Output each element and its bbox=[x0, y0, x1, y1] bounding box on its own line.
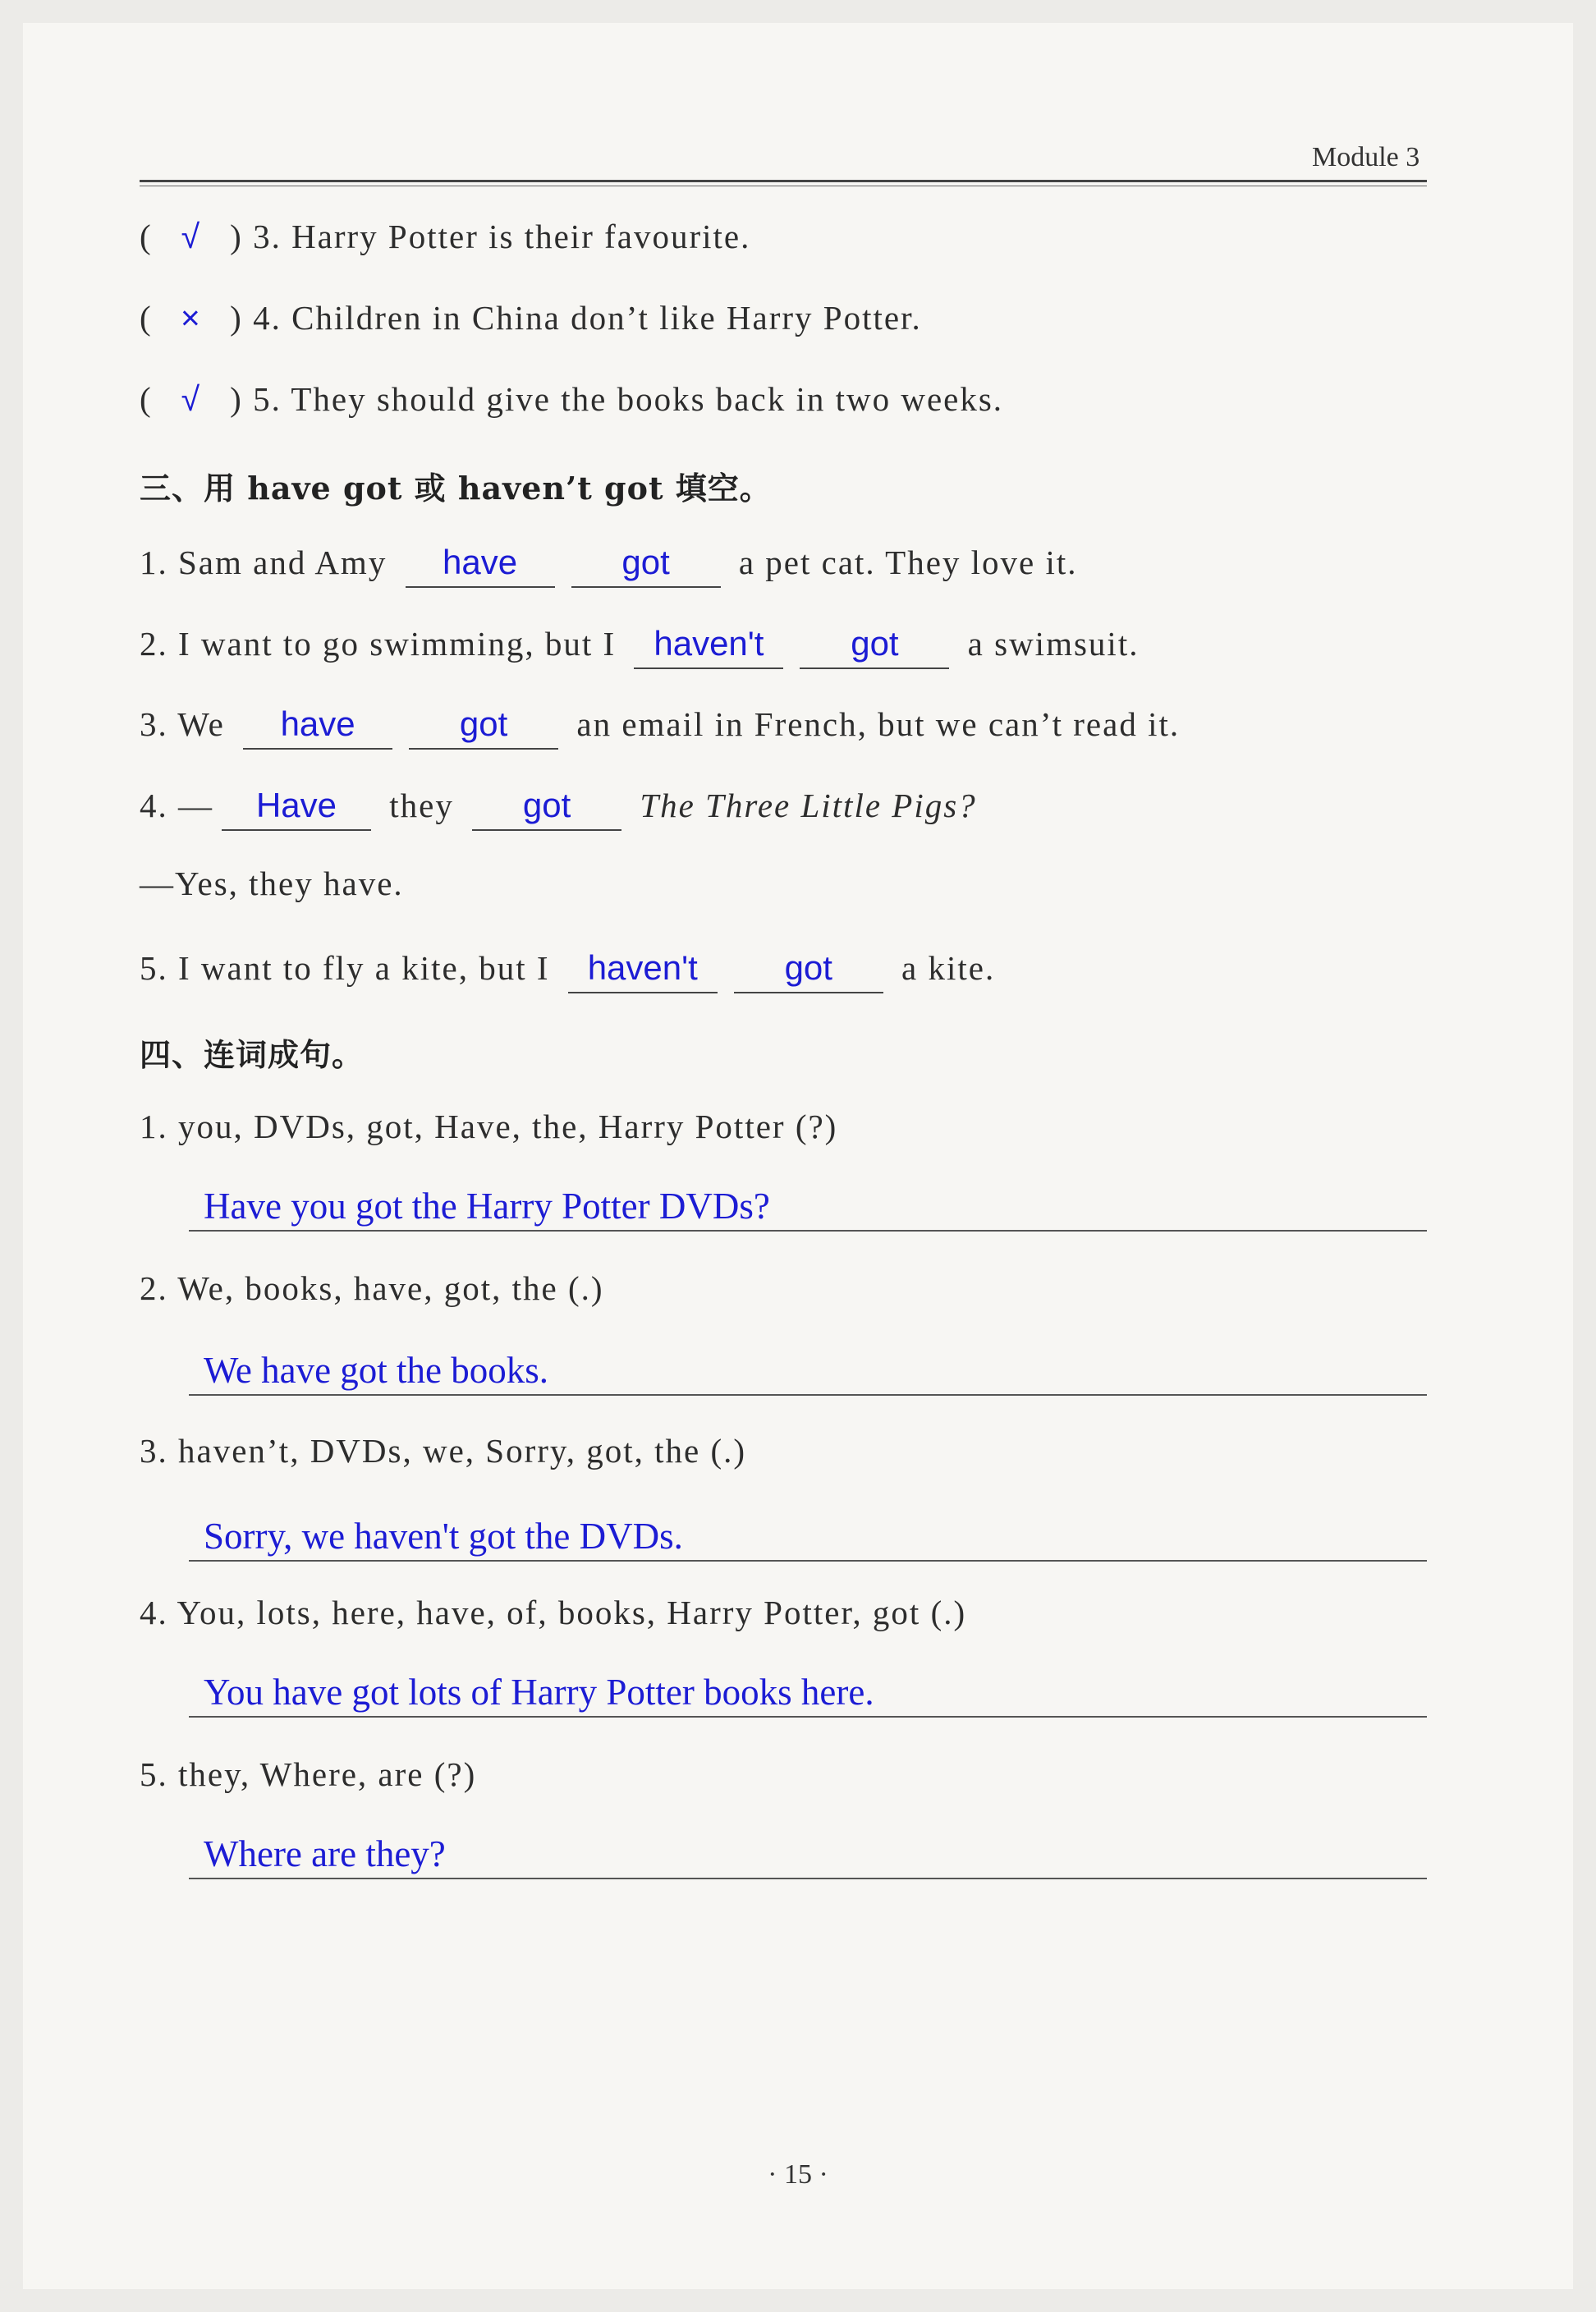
fill-item bbox=[140, 620, 1139, 669]
judgment-item: ( √ ) 5. They should give the books back in two weeks. bbox=[140, 380, 1004, 418]
fill-suffix: a pet cat. They love it. bbox=[738, 544, 1078, 581]
page-number: · 15 · bbox=[768, 2159, 828, 2190]
answer-blank: have bbox=[243, 700, 392, 750]
fill-item bbox=[140, 700, 1180, 750]
header-rule-thick bbox=[140, 180, 1427, 182]
judgment-text: 3. Harry Potter is their favourite. bbox=[253, 218, 751, 255]
fill-prefix: 5. I want to fly a kite, but I bbox=[140, 949, 550, 987]
reorder-prompt: 4. You, lots, here, have, of, books, Harry Potter, got (.) bbox=[140, 1594, 967, 1631]
judgment-text: 5. They should give the books back in two weeks. bbox=[253, 380, 1004, 418]
reorder-answer: You have got lots of Harry Potter books here. bbox=[189, 1668, 1427, 1718]
check-mark: √ bbox=[181, 380, 202, 418]
fill-suffix: The Three Little Pigs? bbox=[640, 787, 977, 824]
judgment-item: ( × ) 4. Children in China don’t like Harry Potter. bbox=[140, 299, 922, 337]
section-4-title: 四、连词成句。 bbox=[140, 1036, 365, 1073]
fill-item bbox=[140, 539, 1078, 588]
answer-blank: haven't bbox=[634, 620, 783, 669]
fill-item bbox=[140, 782, 977, 831]
answer-blank: Have bbox=[222, 782, 371, 831]
reorder-answer: Sorry, we haven't got the DVDs. bbox=[189, 1512, 1427, 1562]
fill-prefix: 2. I want to go swimming, but I bbox=[140, 625, 617, 663]
judgment-text: 4. Children in China don’t like Harry Potter. bbox=[253, 299, 922, 337]
answer-blank: got bbox=[571, 539, 721, 588]
reorder-prompt: 1. you, DVDs, got, Have, the, Harry Potter (?) bbox=[140, 1108, 838, 1145]
fill-prefix: 4. — bbox=[140, 787, 213, 824]
reorder-answer: Where are they? bbox=[189, 1830, 1427, 1879]
check-mark: √ bbox=[181, 218, 202, 255]
reorder-answer: We have got the books. bbox=[189, 1346, 1427, 1396]
answer-blank: have bbox=[406, 539, 555, 588]
answer-blank: got bbox=[734, 944, 883, 993]
cross-mark: × bbox=[180, 299, 202, 337]
fill-middle: they bbox=[389, 787, 454, 824]
reorder-prompt: 5. they, Where, are (?) bbox=[140, 1755, 477, 1793]
answer-blank: got bbox=[409, 700, 558, 750]
module-label: Module 3 bbox=[1312, 142, 1420, 172]
fill-suffix: a swimsuit. bbox=[967, 625, 1140, 663]
fill-prefix: 3. We bbox=[140, 705, 225, 743]
reorder-answer: Have you got the Harry Potter DVDs? bbox=[189, 1182, 1427, 1232]
answer-blank: got bbox=[800, 620, 949, 669]
fill-prefix: 1. Sam and Amy bbox=[140, 544, 388, 581]
reorder-prompt: 3. haven’t, DVDs, we, Sorry, got, the (.) bbox=[140, 1432, 747, 1470]
page-sheet bbox=[23, 23, 1573, 2289]
fill-suffix: a kite. bbox=[901, 949, 996, 987]
fill-item bbox=[140, 944, 995, 993]
fill-suffix: an email in French, but we can’t read it. bbox=[576, 705, 1181, 743]
fill-reply: —Yes, they have. bbox=[140, 865, 404, 902]
section-3-title: 三、用 have got 或 haven’t got 填空。 bbox=[140, 470, 772, 507]
answer-blank: haven't bbox=[568, 944, 718, 993]
judgment-item: ( √ ) 3. Harry Potter is their favourite. bbox=[140, 218, 751, 255]
answer-blank: got bbox=[472, 782, 621, 831]
reorder-prompt: 2. We, books, have, got, the (.) bbox=[140, 1269, 604, 1307]
